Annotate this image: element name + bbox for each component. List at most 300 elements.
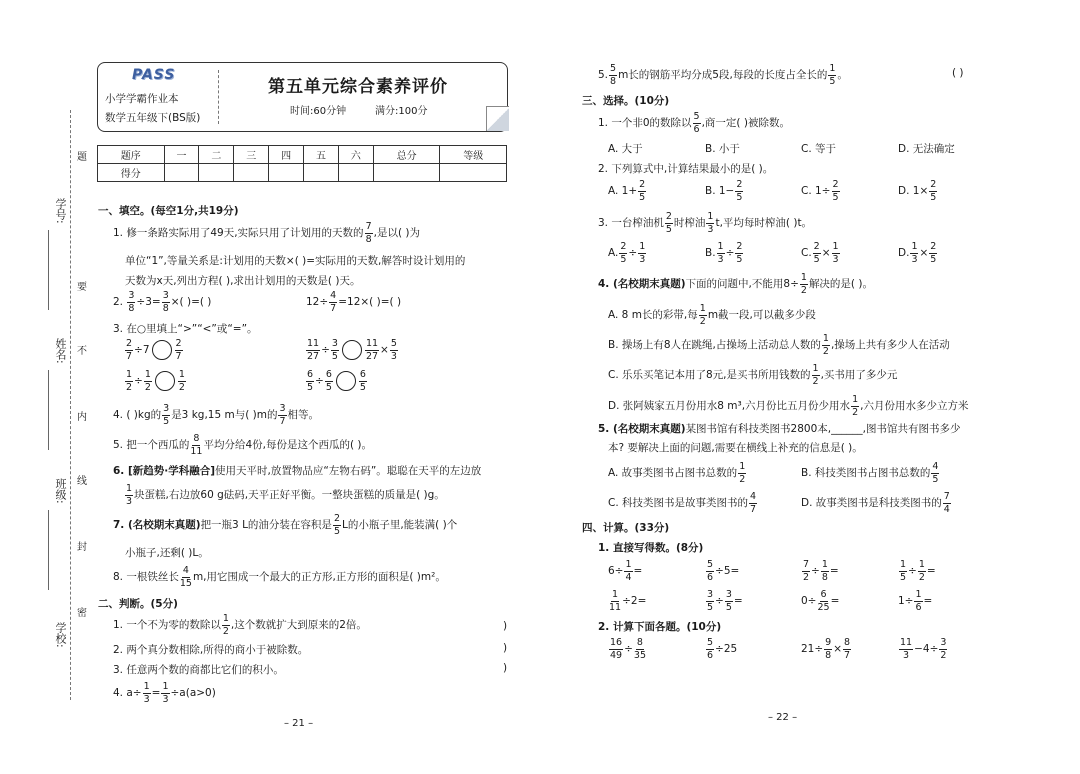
frac-den: 2 — [812, 375, 819, 387]
text: ,这个数就扩大到原来的2倍。 — [230, 619, 367, 631]
text: ÷5= — [715, 565, 740, 577]
option-d[interactable]: D. 无法确定 — [898, 143, 955, 155]
calc-item[interactable] — [898, 638, 948, 660]
fill-q7 — [113, 514, 457, 536]
frac-num: 2 — [639, 179, 646, 190]
text: 2. — [113, 296, 127, 308]
frac-num: 11 — [900, 637, 913, 648]
frac-den: 2 — [918, 571, 925, 583]
fraction — [331, 339, 339, 361]
frac-den: 7 — [279, 415, 286, 427]
table-header: 一 — [164, 146, 199, 164]
text: ÷ — [624, 643, 633, 655]
table-header: 等级 — [440, 146, 507, 164]
fraction — [918, 560, 926, 582]
frac-num: 6 — [359, 369, 366, 380]
frac-den: 3 — [639, 253, 646, 265]
fraction — [609, 638, 623, 660]
frac-den: 3 — [717, 253, 724, 265]
fraction — [609, 64, 617, 86]
frac-num: 2 — [665, 211, 672, 222]
text: ÷ — [715, 595, 724, 607]
frac-num: 4 — [182, 565, 189, 576]
score-cell[interactable] — [440, 164, 507, 182]
option-c[interactable] — [801, 242, 841, 264]
text: C. 科技类图书是故事类图书的 — [608, 497, 749, 509]
binding-dashed-line — [70, 110, 71, 700]
text: D. 故事类图书是科技类图书的 — [801, 497, 942, 509]
seal-char: 要 — [77, 282, 87, 293]
frac-num: 3 — [725, 589, 732, 600]
calc-item[interactable] — [801, 638, 852, 660]
text: B. 操场上有8人在跳绳,占操场上活动总人数的 — [608, 339, 821, 351]
text: = — [926, 565, 936, 577]
sidebar-rule — [48, 510, 50, 590]
frac-den: 2 — [144, 381, 151, 393]
frac-den: 2 — [699, 315, 706, 327]
frac-num: 1 — [707, 211, 714, 222]
frac-den: 3 — [911, 253, 918, 265]
frac-num: 2 — [620, 241, 627, 252]
frac-num: 1 — [829, 63, 836, 74]
score-cell[interactable] — [164, 164, 199, 182]
frac-den: 7 — [126, 350, 133, 362]
fraction — [851, 395, 859, 417]
frac-den: 7 — [844, 649, 851, 661]
text: = — [830, 595, 840, 607]
fraction — [365, 339, 379, 361]
text: A. 1+ — [608, 185, 638, 197]
fill-q2-right — [306, 291, 401, 313]
fraction — [706, 638, 714, 660]
calc-item[interactable] — [801, 560, 839, 582]
compare-row1-right — [305, 339, 399, 361]
choice-q1 — [598, 112, 790, 134]
calc-item[interactable] — [705, 560, 739, 582]
text: B. — [705, 247, 716, 259]
fill-q3: 3. 在○里填上“>”“<”或“=”。 — [113, 323, 258, 335]
judge-q5 — [598, 64, 848, 86]
frac-num: 1 — [918, 559, 925, 570]
fraction — [914, 590, 922, 612]
fraction — [822, 334, 830, 356]
frac-num: 6 — [820, 589, 827, 600]
text: ,买书用了多少元 — [820, 369, 898, 381]
table-header: 四 — [269, 146, 304, 164]
question-tag: 5. (名校期末真题) — [598, 423, 686, 435]
blank-line[interactable]: ______ — [831, 423, 863, 435]
table-header: 六 — [338, 146, 373, 164]
frac-den: 35 — [633, 649, 646, 661]
frac-den: 8 — [610, 75, 617, 87]
fraction — [333, 514, 341, 536]
fraction — [175, 339, 183, 361]
seal-char: 封 — [77, 542, 87, 553]
fraction — [125, 370, 133, 392]
text: =12×( )=( ) — [338, 296, 402, 308]
fill-q7-line2: 小瓶子,还剩( )L。 — [125, 547, 209, 559]
fraction — [824, 638, 832, 660]
seal-char: 密 — [77, 608, 87, 619]
fraction — [738, 462, 746, 484]
fill-q5 — [113, 434, 372, 456]
frac-num: 11 — [365, 338, 379, 349]
fraction — [929, 242, 937, 264]
frac-num: 2 — [126, 338, 133, 349]
fraction — [624, 560, 632, 582]
fraction — [910, 242, 918, 264]
frac-num: 8 — [193, 433, 200, 444]
fraction — [735, 242, 743, 264]
frac-num: 5 — [707, 559, 714, 570]
fraction — [365, 222, 373, 244]
student-name-label: 姓名: — [54, 338, 67, 364]
frac-num: 1 — [832, 241, 839, 252]
frac-num: 1 — [178, 369, 185, 380]
text: × — [833, 643, 843, 655]
fraction — [717, 242, 725, 264]
calc-item[interactable] — [608, 590, 646, 612]
text: 6÷ — [608, 565, 624, 577]
fraction — [144, 370, 152, 392]
text: 某图书馆有科技类图书2800本, — [685, 423, 832, 435]
time-limit: 时间:60分钟 — [290, 106, 347, 117]
answer-paren[interactable]: ( ) — [952, 67, 964, 79]
option-d[interactable] — [608, 395, 968, 417]
calc-item[interactable] — [608, 638, 647, 660]
fraction — [143, 682, 151, 704]
fraction — [899, 560, 907, 582]
frac-den: 2 — [822, 345, 829, 357]
text: 下面的问题中,不能用8÷ — [685, 278, 799, 290]
fraction — [929, 180, 937, 202]
header-divider — [218, 70, 219, 124]
frac-num: 3 — [163, 403, 170, 414]
section-heading: 三、选择。(10分) — [582, 95, 670, 107]
frac-den: 5 — [163, 415, 170, 427]
school-label: 学校: — [54, 622, 67, 648]
question-tag: 4. (名校期末真题) — [598, 278, 686, 290]
judge-q2: 2. 两个真分数相除,所得的商小于被除数。 — [113, 644, 309, 656]
text: m,用它围成一个最大的正方形,正方形的面积是( )m²。 — [192, 571, 446, 583]
text: −4÷ — [914, 643, 939, 655]
frac-num: 4 — [932, 461, 939, 472]
frac-den: 5 — [736, 191, 743, 203]
calc-item[interactable] — [705, 590, 743, 612]
frac-den: 3 — [126, 495, 133, 507]
option-b[interactable] — [608, 334, 950, 356]
frac-den: 5 — [665, 223, 672, 235]
frac-num: 8 — [844, 637, 851, 648]
sidebar-rule — [48, 370, 50, 450]
frac-den: 3 — [143, 693, 150, 705]
text: A. 8 m长的彩带,每 — [608, 309, 698, 321]
option-d[interactable] — [801, 492, 952, 514]
choice-q4 — [598, 273, 873, 295]
fraction — [329, 291, 337, 313]
text: 1. 一个非0的数除以 — [598, 117, 692, 129]
option-a[interactable] — [608, 304, 816, 326]
frac-den: 6 — [707, 649, 714, 661]
frac-den: 7 — [330, 302, 337, 314]
compare-circle[interactable] — [155, 371, 175, 391]
frac-num: 1 — [911, 241, 918, 252]
fraction — [306, 370, 314, 392]
frac-den: 3 — [162, 693, 169, 705]
judge-q3: 3. 任意两个数的商都比它们的积小。 — [113, 664, 284, 676]
fill-q6 — [113, 463, 481, 478]
fraction — [749, 492, 757, 514]
fill-q6-line2 — [124, 484, 445, 506]
text: 5. — [598, 69, 609, 81]
frac-den: 5 — [325, 381, 332, 393]
frac-den: 5 — [359, 381, 366, 393]
choice-q5-line2: 本? 要解决上面的问题,需要在横线上补充的信息是( )。 — [608, 442, 863, 454]
calc-item[interactable] — [608, 560, 642, 582]
frac-num: 2 — [736, 241, 743, 252]
frac-den: 5 — [930, 191, 937, 203]
compare-circle[interactable] — [336, 371, 356, 391]
frac-den: 5 — [932, 473, 939, 485]
answer-paren[interactable]: ) — [503, 642, 508, 654]
text: 8. 一根铁丝长 — [113, 571, 179, 583]
frac-den: 5 — [333, 525, 340, 537]
frac-den: 2 — [222, 625, 229, 637]
page-title: 第五单元综合素养评价 — [268, 77, 448, 97]
frac-num: 2 — [333, 513, 340, 524]
score-cell[interactable] — [199, 164, 234, 182]
text: ÷a(a>0) — [170, 687, 216, 699]
frac-den: 5 — [725, 601, 732, 613]
text: 块蛋糕,右边放60 g砝码,天平正好平衡。一整块蛋糕的质量是( )g。 — [134, 489, 445, 501]
frac-den: 5 — [307, 381, 314, 393]
table-header: 总分 — [373, 146, 440, 164]
frac-den: 3 — [832, 253, 839, 265]
question-tag: 6. [新趋势·学科融合] — [113, 465, 216, 477]
choice-q2: 2. 下列算式中,计算结果最小的是( )。 — [598, 163, 774, 175]
frac-num: 1 — [162, 681, 169, 692]
frac-den: 2 — [126, 381, 133, 393]
option-c[interactable] — [608, 364, 897, 386]
frac-num: 1 — [800, 272, 807, 283]
compare-circle[interactable] — [342, 340, 362, 360]
option-a[interactable] — [608, 462, 747, 484]
frac-den: 2 — [940, 649, 947, 661]
sidebar-rule — [48, 230, 50, 310]
fraction — [706, 560, 714, 582]
frac-den: 5 — [331, 350, 338, 362]
fraction — [638, 180, 646, 202]
frac-den: 2 — [739, 473, 746, 485]
fraction — [800, 273, 808, 295]
frac-num: 1 — [625, 559, 632, 570]
frac-den: 6 — [707, 571, 714, 583]
text: ÷3= — [136, 296, 161, 308]
option-b[interactable] — [705, 180, 744, 202]
table-header: 三 — [234, 146, 269, 164]
score-cell[interactable] — [373, 164, 440, 182]
option-a[interactable] — [608, 180, 647, 202]
text: = — [733, 595, 743, 607]
fraction — [125, 339, 133, 361]
frac-num: 1 — [126, 369, 133, 380]
frac-num: 5 — [693, 111, 700, 122]
calc-item[interactable] — [801, 590, 839, 612]
frac-num: 2 — [813, 241, 820, 252]
frac-den: 5 — [736, 253, 743, 265]
text: 把一瓶3 L的油分装在容积是 — [200, 519, 332, 531]
fraction — [813, 242, 821, 264]
text: 21÷ — [801, 643, 824, 655]
option-a[interactable] — [608, 242, 647, 264]
score-cell[interactable] — [269, 164, 304, 182]
choice-q5 — [598, 421, 960, 436]
frac-num: 11 — [307, 338, 320, 349]
fraction — [943, 492, 951, 514]
frac-den: 5 — [930, 253, 937, 265]
frac-num: 4 — [330, 290, 337, 301]
score-cell[interactable] — [304, 164, 339, 182]
frac-den: 3 — [903, 649, 910, 661]
frac-num: 4 — [750, 491, 757, 502]
text: × — [821, 247, 831, 259]
frac-den: 15 — [179, 577, 192, 589]
option-a[interactable]: A. 大于 — [608, 143, 643, 155]
frac-num: 7 — [943, 491, 950, 502]
compare-row2-right — [305, 370, 368, 392]
fraction — [161, 682, 169, 704]
calc-item[interactable] — [898, 590, 932, 612]
text: D. 张阿姨家五月份用水8 m³,六月份比五月份少用水 — [608, 400, 851, 412]
text: = — [633, 565, 643, 577]
answer-paren[interactable]: ) — [503, 662, 508, 674]
fraction — [832, 242, 840, 264]
frac-den: 8 — [162, 302, 169, 314]
fraction — [609, 590, 621, 612]
text: 4. ( )kg的 — [113, 409, 162, 421]
compare-row2-left — [124, 370, 187, 392]
text: D. — [898, 247, 910, 259]
frac-num: 8 — [636, 637, 643, 648]
pass-logo: PASS — [132, 67, 176, 83]
compare-circle[interactable] — [152, 340, 172, 360]
fill-q1-line3: 天数为x天,列出方程( ),求出计划用的天数是( )天。 — [125, 275, 361, 287]
text: C. 1÷ — [801, 185, 831, 197]
frac-den: 5 — [900, 571, 907, 583]
frac-den: 8 — [825, 649, 832, 661]
frac-den: 3 — [390, 350, 397, 362]
fraction — [190, 434, 202, 456]
score-cell[interactable] — [234, 164, 269, 182]
fraction — [665, 212, 673, 234]
text: L的小瓶子里,能装满( )个 — [341, 519, 458, 531]
frac-num: 7 — [803, 559, 810, 570]
frac-num: 7 — [365, 221, 372, 232]
fraction — [127, 291, 135, 313]
text: ÷ — [315, 375, 324, 387]
page-number: – 21 – — [284, 718, 314, 729]
text: 1÷ — [898, 595, 914, 607]
fraction — [619, 242, 627, 264]
fraction — [178, 370, 186, 392]
fraction — [725, 590, 733, 612]
frac-den: 8 — [128, 302, 135, 314]
frac-den: 6 — [693, 123, 700, 135]
text: m长的钢筋平均分成5段,每段的长度占全长的 — [618, 69, 828, 81]
fill-q1-line2: 单位“1”,等量关系是:计划用的天数×( )=实际用的天数,解答时设计划用的 — [125, 255, 466, 267]
frac-den: 4 — [943, 503, 950, 515]
frac-num: 5 — [707, 637, 714, 648]
text: 1. 修一条路实际用了49天,实际只用了计划用的天数的 — [113, 227, 364, 239]
text: ÷7 — [134, 344, 150, 356]
frac-den: 4 — [625, 571, 632, 583]
option-b[interactable] — [801, 462, 940, 484]
option-c[interactable] — [801, 180, 841, 202]
page-fold-corner — [486, 106, 509, 131]
option-b[interactable]: B. 小于 — [705, 143, 740, 155]
seal-char: 题 — [77, 152, 87, 163]
frac-num: 1 — [821, 559, 828, 570]
class-label: 班级: — [54, 478, 67, 504]
section-heading: 四、计算。(33分) — [582, 522, 670, 534]
frac-den: 2 — [803, 571, 810, 583]
frac-den: 5 — [832, 191, 839, 203]
frac-num: 3 — [162, 290, 169, 301]
fraction — [693, 112, 701, 134]
table-header: 题序 — [98, 146, 165, 164]
text: ,商一定( )被除数。 — [701, 117, 790, 129]
text: A. 故事类图书占图书总数的 — [608, 467, 738, 479]
fraction — [222, 614, 230, 636]
text: × — [919, 247, 929, 259]
frac-num: 16 — [610, 637, 623, 648]
frac-den: 27 — [307, 350, 320, 362]
option-b[interactable] — [705, 242, 744, 264]
fraction — [359, 370, 367, 392]
frac-den: 27 — [365, 350, 379, 362]
frac-den: 2 — [852, 406, 859, 418]
frac-num: 2 — [930, 179, 937, 190]
judge-q4 — [113, 682, 216, 704]
frac-den: 7 — [750, 503, 757, 515]
calc-q1: 1. 直接写得数。(8分) — [598, 542, 704, 554]
text: A. — [608, 247, 619, 259]
full-score: 满分:100分 — [375, 106, 428, 117]
text: B. 科技类图书占图书总数的 — [801, 467, 931, 479]
frac-den: 7 — [175, 350, 182, 362]
frac-num: 3 — [707, 589, 714, 600]
calc-item[interactable] — [705, 638, 737, 660]
text: 3. 一台榨油机 — [598, 217, 664, 229]
fraction — [817, 590, 829, 612]
fraction — [278, 404, 286, 426]
frac-den: 5 — [829, 75, 836, 87]
option-c[interactable] — [608, 492, 758, 514]
option-c[interactable]: C. 等于 — [801, 143, 837, 155]
fill-q1 — [113, 222, 420, 244]
frac-num: 1 — [699, 303, 706, 314]
answer-paren[interactable]: ) — [503, 620, 508, 632]
fraction — [125, 484, 133, 506]
option-d[interactable] — [898, 180, 938, 202]
text: 12÷ — [306, 296, 329, 308]
frac-num: 9 — [825, 637, 832, 648]
option-d[interactable] — [898, 242, 938, 264]
frac-num: 2 — [832, 179, 839, 190]
calc-item[interactable] — [898, 560, 936, 582]
seal-char: 不 — [77, 346, 87, 357]
score-cell[interactable] — [338, 164, 373, 182]
